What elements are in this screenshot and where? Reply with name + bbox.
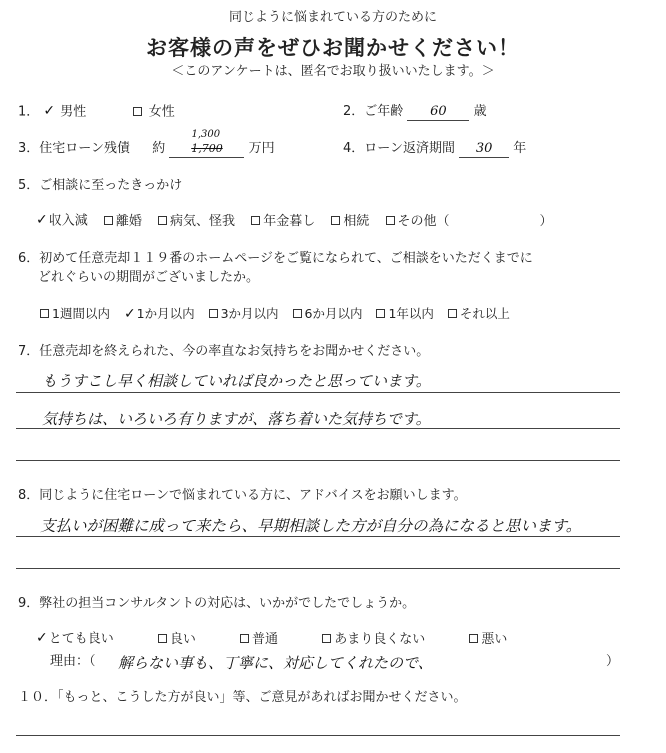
q9-reason-close: ）: [606, 654, 620, 669]
q5-options: [36, 213, 553, 230]
q6-line1: 6．初めて任意売却１１９番のホームページをご覧になられて、ご相談をいただくまでに: [18, 251, 533, 266]
checkbox-female[interactable]: [133, 107, 142, 116]
q9-reason-text: 解らない事も、丁寧に、対応してくれたので、: [118, 654, 433, 672]
checkbox-illness[interactable]: [158, 216, 167, 225]
checkbox-inheritance[interactable]: [331, 216, 340, 225]
q5-label: 5．ご相談に至ったきっかけ: [18, 178, 183, 193]
answer-rule: [16, 568, 620, 569]
check-icon: ✓: [123, 305, 136, 322]
anonymity-note: ＜このアンケートは、匿名でお取り扱いいたします。＞: [171, 64, 495, 79]
q6-line2: どれぐらいの期間がございましたか。: [38, 270, 260, 285]
q6-option-6months: 6か月以内: [304, 306, 363, 321]
q9-option-good: 良い: [169, 631, 196, 647]
checkbox-pension[interactable]: [251, 216, 260, 225]
q1-female-label: 女性: [148, 104, 175, 120]
q2-unit: 歳: [473, 104, 487, 119]
checkbox-bad[interactable]: [469, 634, 478, 643]
q1-gender: [18, 104, 175, 121]
q8-label: 8．同じように住宅ローンで悩まれている方に、アドバイスをお願いします。: [18, 488, 467, 503]
q3-approx: 約: [152, 141, 166, 156]
q9-option-not-good: あまり良くない: [334, 631, 426, 647]
q7-label: 7．任意売却を終えられた、今の率直なお気持ちをお聞かせください。: [18, 344, 430, 359]
q4-unit: 年: [513, 141, 527, 156]
q2-age-value: 60: [407, 104, 469, 121]
q4-label: 4．ローン返済期間: [343, 141, 456, 156]
answer-rule: [16, 735, 620, 736]
q5-option-other: その他（: [397, 213, 450, 229]
q5-option-pension: 年金暮し: [263, 213, 316, 229]
q5-option-income: 収入減: [48, 213, 88, 229]
q7-answer-line2: 気持ちは、いろいろ有りますが、落ち着いた気持ちです。: [42, 410, 431, 428]
q3-struck-value: 1,700: [191, 142, 223, 155]
q6-options: [40, 306, 510, 323]
checkbox-normal[interactable]: [240, 634, 249, 643]
q2-label: 2．ご年齢: [343, 104, 404, 119]
check-icon: ✓: [36, 212, 48, 228]
q9-reason-label: 理由：（: [50, 654, 96, 669]
checkbox-good[interactable]: [158, 634, 167, 643]
q2-age: [343, 104, 487, 121]
q10-label: １０．「もっと、こうした方が良い」等、ご意見があればお聞かせください。: [18, 690, 467, 705]
page-title: お客様の声をぜひお聞かせください！: [146, 36, 520, 60]
q9-options: [36, 631, 507, 648]
checkbox-other[interactable]: [386, 216, 395, 225]
checkbox-3months[interactable]: [209, 309, 218, 318]
q6-option-1year: 1年以内: [388, 306, 434, 321]
answer-rule: [16, 536, 620, 537]
q6-option-1week: 1週間以内: [52, 306, 110, 321]
q3-label: 3．住宅ローン残債: [18, 141, 131, 156]
q1-male-label: 男性: [60, 104, 87, 120]
q4-period-value: 30: [459, 141, 509, 158]
q9-option-bad: 悪い: [481, 631, 508, 647]
q8-answer: 支払いが困難に成って来たら、早期相談した方が自分の為になると思います。: [40, 517, 582, 535]
q3-value-field: [169, 129, 244, 158]
q3-corrected-value: 1,300: [191, 129, 221, 140]
checkbox-6months[interactable]: [293, 309, 302, 318]
q9-option-normal: 普通: [252, 631, 279, 647]
checkbox-divorce[interactable]: [104, 216, 113, 225]
check-icon: ✓: [43, 103, 56, 119]
q3-unit: 万円: [248, 141, 275, 156]
answer-rule: [16, 392, 620, 393]
checkbox-1year[interactable]: [376, 309, 385, 318]
checkbox-not-good[interactable]: [322, 634, 331, 643]
q6-option-3months: 3か月以内: [220, 306, 279, 321]
header-subtitle: 同じように悩まれている方のために: [228, 10, 437, 25]
q9-label: 9．弊社の担当コンサルタントの対応は、いかがでしたでしょうか。: [18, 596, 416, 611]
q6-option-more: それ以上: [459, 306, 510, 321]
check-icon: ✓: [36, 630, 48, 646]
q1-number: 1．: [18, 104, 40, 120]
checkbox-1week[interactable]: [40, 309, 49, 318]
checkbox-more[interactable]: [448, 309, 457, 318]
q3-loan-balance: [18, 129, 275, 158]
q5-option-illness: 病気、怪我: [170, 213, 236, 229]
q7-answer-line1: もうすこし早く相談していれば良かったと思っています。: [42, 372, 431, 390]
q4-loan-period: [343, 141, 526, 158]
q5-option-divorce: 離婚: [115, 213, 142, 229]
q6-option-1month: 1か月以内: [136, 306, 195, 321]
q9-option-very-good: とても良い: [48, 631, 114, 647]
answer-rule: [16, 460, 620, 461]
answer-rule: [16, 428, 620, 429]
q5-other-close: ）: [539, 213, 553, 229]
q5-option-inheritance: 相続: [343, 213, 370, 229]
